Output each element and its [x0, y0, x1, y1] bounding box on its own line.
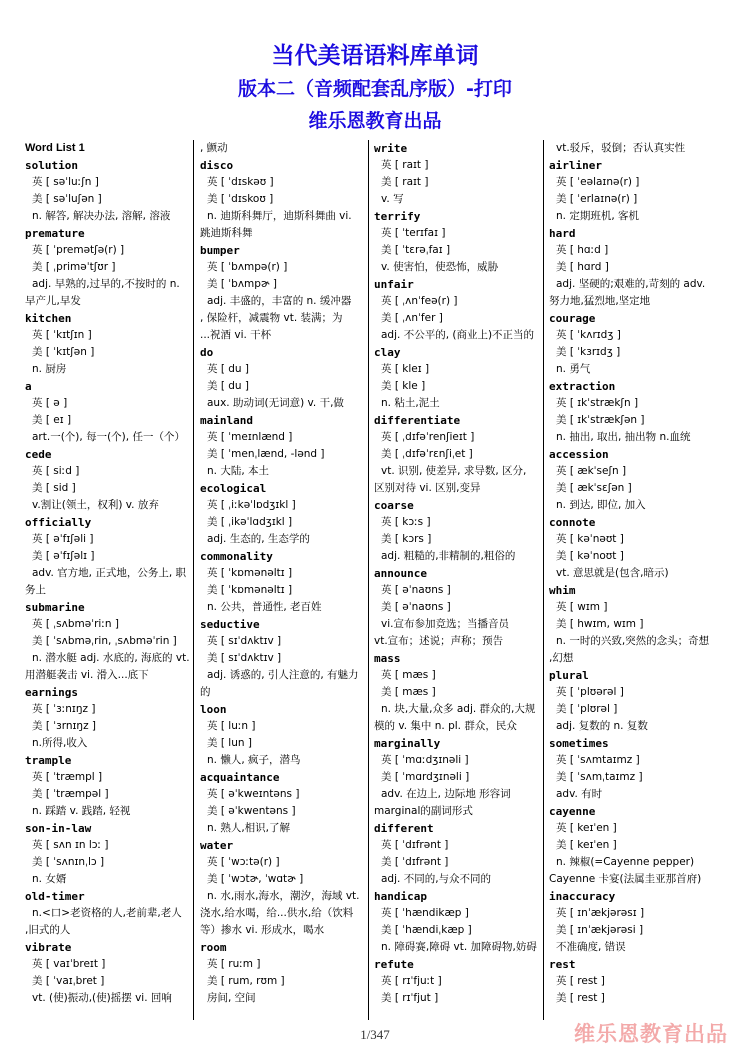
definition: v. 写 [381, 193, 404, 205]
document-title: 当代美语语料库单词 [271, 43, 479, 69]
definition-continued: ,幻想 [549, 652, 574, 664]
definition: n. 懒人, 疯子，潜鸟 [207, 754, 301, 766]
pronunciation: 英 [ kɔːs ] [381, 516, 431, 528]
pronunciation: 美 [ ˈkɒmənəltɪ ] [207, 584, 293, 596]
headword: differentiate [374, 414, 461, 427]
definition: adj. 复数的 n. 复数 [556, 720, 648, 732]
pronunciation: 美 [ ɪnˈækjərəsi ] [556, 924, 644, 936]
pronunciation: 英 [ ˈmɑːdʒɪnəli ] [381, 754, 469, 766]
headword: airliner [549, 159, 602, 172]
headword: handicap [374, 890, 427, 903]
column-divider [193, 140, 194, 1020]
pronunciation: 英 [ ˌiːkəˈlɒdʒɪkl ] [207, 499, 296, 511]
definition: vt.驳斥，驳倒；否认真实性 [556, 142, 686, 154]
pronunciation: 英 [ ruːm ] [207, 958, 261, 970]
publisher-watermark: 维乐恩教育出品 [574, 1022, 728, 1046]
definition: n. 粘土,泥土 [381, 397, 440, 409]
definition: n. 熟人,相识,了解 [207, 822, 291, 834]
pronunciation: 英 [ ˌʌnˈfeə(r) ] [381, 295, 458, 307]
headword: ecological [200, 482, 267, 495]
headword: write [374, 142, 408, 155]
definition: n. 大陆, 本土 [207, 465, 270, 477]
pronunciation: 美 [ səˈluʃən ] [32, 193, 102, 205]
headword: cede [25, 448, 52, 461]
pronunciation: 英 [ hɑːd ] [556, 244, 609, 256]
list-title: Word List 1 [25, 142, 85, 154]
headword: inaccuracy [549, 890, 616, 903]
pronunciation: 美 [ ˈsʌbməˌrin, ˌsʌbməˈrin ] [32, 635, 177, 647]
definition: n. 水,雨水,海水，潮汐，海域 vt. [207, 890, 360, 902]
definition: n.所得,收入 [32, 737, 88, 749]
definition: v.割让(领土，权利) v. 放弃 [32, 499, 159, 511]
pronunciation: 英 [ ɪkˈstrækʃn ] [556, 397, 639, 409]
column-4 [549, 140, 727, 1025]
definition: n. 定期班机, 客机 [556, 210, 640, 222]
definition: adv. 在边上, 边际地 形容词 [381, 788, 511, 800]
definition: adj. 生态的, 生态学的 [207, 533, 310, 545]
pronunciation: 英 [ sɪˈdʌktɪv ] [207, 635, 282, 647]
pronunciation: 美 [ rest ] [556, 992, 605, 1004]
pronunciation: 美 [ kəˈnoʊt ] [556, 550, 624, 562]
definition: n. 解答, 解决办法, 溶解, 溶液 [32, 210, 171, 222]
pronunciation: 英 [ ˈkɒmənəltɪ ] [207, 567, 293, 579]
pronunciation: 英 [ sʌn ɪn lɔː ] [32, 839, 109, 851]
pronunciation: 美 [ ˈvaɪˌbret ] [32, 975, 105, 987]
definition: n. 勇气 [556, 363, 591, 375]
pronunciation: 英 [ vaɪˈbreɪt ] [32, 958, 106, 970]
pronunciation: 英 [ ɪnˈækjərəsɪ ] [556, 907, 645, 919]
page-number: 1/347 [360, 1027, 390, 1042]
pronunciation: 英 [ əˈkweɪntəns ] [207, 788, 300, 800]
headword: announce [374, 567, 427, 580]
headword: officially [25, 516, 92, 529]
pronunciation: 英 [ rɪˈfjuːt ] [381, 975, 442, 987]
pronunciation: 美 [ ˈmɑrdʒɪnəli ] [381, 771, 470, 783]
pronunciation: 美 [ hɑrd ] [556, 261, 609, 273]
headword: vibrate [25, 941, 72, 954]
pronunciation: 英 [ ˈtræmpl ] [32, 771, 103, 783]
pronunciation: 美 [ ˌdɪfəˈrɛnʃiˌet ] [381, 448, 473, 460]
definition: adj. 早熟的,过早的,不按时的 n. [32, 278, 180, 290]
definition: n. 踩踏 v. 践踏, 轻视 [32, 805, 131, 817]
headword: kitchen [25, 312, 72, 325]
headword: unfair [374, 278, 414, 291]
definition-continued: ,旧式的人 [25, 924, 71, 936]
headword: disco [200, 159, 234, 172]
pronunciation: 英 [ ˌdɪfəˈrenʃieɪt ] [381, 431, 475, 443]
headword: sometimes [549, 737, 609, 750]
pronunciation: 美 [ sid ] [32, 482, 76, 494]
headword: trample [25, 754, 72, 767]
pronunciation: 美 [ ˈhændiˌkæp ] [381, 924, 472, 936]
definition: v. 使害怕，使恐怖，威胁 [381, 261, 499, 273]
pronunciation: 英 [ ˈɜːnɪŋz ] [32, 703, 96, 715]
headword: old-timer [25, 890, 85, 903]
pronunciation: 美 [ ˌpriməˈtʃʊr ] [32, 261, 116, 273]
pronunciation: 美 [ ˈerlaɪnə(r) ] [556, 193, 638, 205]
headword: commonality [200, 550, 273, 563]
definition: n. 障碍赛,障碍 vt. 加障碍物,妨碍 [381, 941, 537, 953]
headword: whim [549, 584, 576, 597]
definition: adv. 官方地, 正式地，公务上, 职 [32, 567, 187, 579]
pronunciation: 美 [ hwɪm, wɪm ] [556, 618, 644, 630]
pronunciation: 美 [ kle ] [381, 380, 426, 392]
definition: vt. 意思就是(包含,暗示) [556, 567, 669, 579]
column-divider [543, 140, 544, 1020]
definition-continued: vt.宣布；述说；声称；预告 [374, 635, 504, 647]
definition: adv. 有时 [556, 788, 603, 800]
pronunciation: 英 [ kəˈnəʊt ] [556, 533, 624, 545]
column-1 [25, 140, 190, 1025]
definition: vi.宣布参加竞选；当播音员 [381, 618, 509, 630]
definition: n. 潜水艇 adj. 水底的, 海底的 vt. [32, 652, 190, 664]
definition-continued: , 保险杆，减震物 vt. 装满；为 [200, 312, 343, 324]
pronunciation: 美 [ ˈkɜrɪdʒ ] [556, 346, 621, 358]
headword: acquaintance [200, 771, 280, 784]
pronunciation: 英 [ wɪm ] [556, 601, 608, 613]
pronunciation: 英 [ ˈdɪskəʊ ] [207, 176, 274, 188]
headword: connote [549, 516, 596, 529]
definition-continued: 早产儿,早发 [25, 295, 81, 307]
pronunciation: 英 [ əˈfɪʃəli ] [32, 533, 94, 545]
pronunciation: 美 [ lun ] [207, 737, 252, 749]
pronunciation: 英 [ ˈterɪfaɪ ] [381, 227, 446, 239]
definition-continued: 努力地,猛烈地,坚定地 [549, 295, 651, 307]
pronunciation: 美 [ ˈtræmpəl ] [32, 788, 109, 800]
pronunciation: 美 [ eɪ ] [32, 414, 72, 426]
definition-continued: Cayenne 卡宴(法属圭亚那首府) [549, 873, 702, 885]
definition-continued: 的 [200, 686, 211, 698]
headword: a [25, 380, 32, 393]
pronunciation: 英 [ keɪˈen ] [556, 822, 617, 834]
definition: n. 块,大量,众多 adj. 群众的,大规 [381, 703, 536, 715]
pronunciation: 美 [ rɪˈfjut ] [381, 992, 439, 1004]
definition: n. 到达, 即位, 加入 [556, 499, 646, 511]
column-divider [368, 140, 369, 1020]
headword: rest [549, 958, 576, 971]
headword: courage [549, 312, 596, 325]
headword: hard [549, 227, 576, 240]
publisher-line: 维乐恩教育出品 [308, 110, 442, 132]
pronunciation: 英 [ ˈhændikæp ] [381, 907, 469, 919]
definition: 房间, 空间 [207, 992, 256, 1004]
definition: n. 厨房 [32, 363, 67, 375]
headword: water [200, 839, 234, 852]
headword: do [200, 346, 214, 359]
pronunciation: 美 [ sɪˈdʌktɪv ] [207, 652, 282, 664]
pronunciation: 美 [ ˌʌnˈfer ] [381, 312, 443, 324]
pronunciation: 英 [ ˈkʌrɪdʒ ] [556, 329, 621, 341]
definition: n.<口>老资格的人,老前辈,老人 [32, 907, 182, 919]
definition-continued: 浇水,给水喝，给...供水,给（饮料 [200, 907, 354, 919]
definition: adj. 粗糙的,非精制的,粗俗的 [381, 550, 516, 562]
pronunciation: 美 [ ˈplʊrəl ] [556, 703, 618, 715]
headword: terrify [374, 210, 421, 223]
definition: art.一(个), 每一(个), 任一（个） [32, 431, 185, 443]
pronunciation: 美 [ ˈbʌmpɚ ] [207, 278, 277, 290]
headword: submarine [25, 601, 85, 614]
pronunciation: 英 [ rest ] [556, 975, 605, 987]
pronunciation: 英 [ siːd ] [32, 465, 80, 477]
pronunciation: 英 [ ˌsʌbməˈriːn ] [32, 618, 119, 630]
definition: n. 公共，普通性, 老百姓 [207, 601, 322, 613]
pronunciation: 英 [ ˈdɪfrənt ] [381, 839, 449, 851]
headword: mainland [200, 414, 253, 427]
definition: adj. 不同的,与众不同的 [381, 873, 492, 885]
headword: loon [200, 703, 227, 716]
definition: adj. 坚硬的;艰难的,苛刻的 adv. [556, 278, 706, 290]
column-2 [200, 140, 363, 1025]
pronunciation: 英 [ ə ] [32, 397, 68, 409]
pronunciation: 英 [ ˈbʌmpə(r) ] [207, 261, 288, 273]
definition: n. 迪斯科舞厅，迪斯科舞曲 vi. [207, 210, 352, 222]
definition-continued: 用潜艇袭击 vi. 滑入...底下 [25, 669, 149, 681]
headword: premature [25, 227, 85, 240]
pronunciation: 英 [ luːn ] [207, 720, 256, 732]
definition-continued: 等）掺水 vi. 形成水，喝水 [200, 924, 325, 936]
pronunciation: 英 [ ˈwɔːtə(r) ] [207, 856, 280, 868]
headword: bumper [200, 244, 240, 257]
definition-continued: ...祝酒 vi. 干杯 [200, 329, 272, 341]
pronunciation: 英 [ ˈsʌmtaɪmz ] [556, 754, 640, 766]
document-subtitle: 版本二（音频配套乱序版）-打印 [238, 78, 512, 100]
headword: mass [374, 652, 401, 665]
headword: refute [374, 958, 414, 971]
definition: 不准确度, 错误 [556, 941, 626, 953]
pronunciation: 美 [ kɔrs ] [381, 533, 432, 545]
definition: adj. 丰盛的，丰富的 n. 缓冲器 [207, 295, 352, 307]
pronunciation: 美 [ ˈdɪskoʊ ] [207, 193, 274, 205]
pronunciation: 美 [ əˈkwentəns ] [207, 805, 296, 817]
pronunciation: 英 [ əˈnaʊns ] [381, 584, 451, 596]
pronunciation: 英 [ du ] [207, 363, 250, 375]
pronunciation: 美 [ raɪt ] [381, 176, 429, 188]
definition: n. 辣椒(=Cayenne pepper) [556, 856, 695, 868]
definition-continued: 务上 [25, 584, 46, 596]
definition-continued: 区别对待 vi. 区别,变异 [374, 482, 481, 494]
definition: aux. 助动词(无词意) v. 干,做 [207, 397, 344, 409]
pronunciation: 英 [ ˈpremətʃə(r) ] [32, 244, 125, 256]
definition: n. 抽出, 取出, 抽出物 n.血统 [556, 431, 691, 443]
definition: vt. (使)振动,(使)摇摆 vi. 回响 [32, 992, 172, 1004]
pronunciation: 英 [ mæs ] [381, 669, 436, 681]
pronunciation: 美 [ ˈɜrnɪŋz ] [32, 720, 97, 732]
pronunciation: 美 [ ˈwɔtɚ, ˈwɑtɚ ] [207, 873, 304, 885]
headword: earnings [25, 686, 78, 699]
pronunciation: 美 [ mæs ] [381, 686, 436, 698]
pronunciation: 英 [ ækˈseʃn ] [556, 465, 627, 477]
pronunciation: 英 [ raɪt ] [381, 159, 429, 171]
column-3 [374, 140, 539, 1025]
definition: n. 一时的兴致,突然的念头；奇想 [556, 635, 710, 647]
pronunciation: 美 [ keɪˈen ] [556, 839, 617, 851]
pronunciation: 英 [ kleɪ ] [381, 363, 430, 375]
pronunciation: 英 [ ˈmeɪnlænd ] [207, 431, 293, 443]
pronunciation: 美 [ ˈsʌmˌtaɪmz ] [556, 771, 643, 783]
page-header [0, 40, 750, 136]
headword: marginally [374, 737, 441, 750]
definition: adj. 不公平的, (商业上)不正当的 [381, 329, 535, 341]
headword: clay [374, 346, 401, 359]
headword: accession [549, 448, 609, 461]
headword: extraction [549, 380, 616, 393]
definition-continued: 模的 v. 集中 n. pl. 群众，民众 [374, 720, 517, 732]
pronunciation: 美 [ rum, rʊm ] [207, 975, 285, 987]
definition: vt. 识别, 使差异, 求导数, 区分, [381, 465, 527, 477]
pronunciation: 英 [ ˈkɪtʃɪn ] [32, 329, 92, 341]
headword: cayenne [549, 805, 596, 818]
definition-continued: , 颤动 [200, 142, 228, 154]
headword: solution [25, 159, 78, 172]
pronunciation: 美 [ ɪkˈstrækʃən ] [556, 414, 645, 426]
headword: coarse [374, 499, 414, 512]
pronunciation: 英 [ ˈplʊərəl ] [556, 686, 624, 698]
definition: adj. 诱惑的, 引人注意的, 有魅力 [207, 669, 359, 681]
pronunciation: 美 [ ˈdɪfrənt ] [381, 856, 449, 868]
pronunciation: 英 [ səˈluːʃn ] [32, 176, 99, 188]
pronunciation: 美 [ du ] [207, 380, 250, 392]
pronunciation: 英 [ ˈeəlaɪnə(r) ] [556, 176, 640, 188]
pronunciation: 美 [ ækˈsɛʃən ] [556, 482, 632, 494]
pronunciation: 美 [ ˈkɪtʃən ] [32, 346, 95, 358]
pronunciation: 美 [ ˈtɛrəˌfaɪ ] [381, 244, 451, 256]
pronunciation: 美 [ ˈmenˌlænd, -lənd ] [207, 448, 325, 460]
pronunciation: 美 [ ˈsʌnɪnˌlɔ ] [32, 856, 105, 868]
pronunciation: 美 [ ˌikəˈlɑdʒɪkl ] [207, 516, 293, 528]
pronunciation: 美 [ əˈfɪʃəlɪ ] [32, 550, 95, 562]
definition-continued: 跳迪斯科舞 [200, 227, 253, 239]
headword: different [374, 822, 434, 835]
word-list-columns [0, 140, 750, 1025]
definition-continued: marginal的副词形式 [374, 805, 473, 817]
headword: room [200, 941, 227, 954]
headword: son-in-law [25, 822, 92, 835]
headword: seductive [200, 618, 260, 631]
definition: n. 女婿 [32, 873, 67, 885]
headword: plural [549, 669, 589, 682]
pronunciation: 美 [ əˈnaʊns ] [381, 601, 451, 613]
